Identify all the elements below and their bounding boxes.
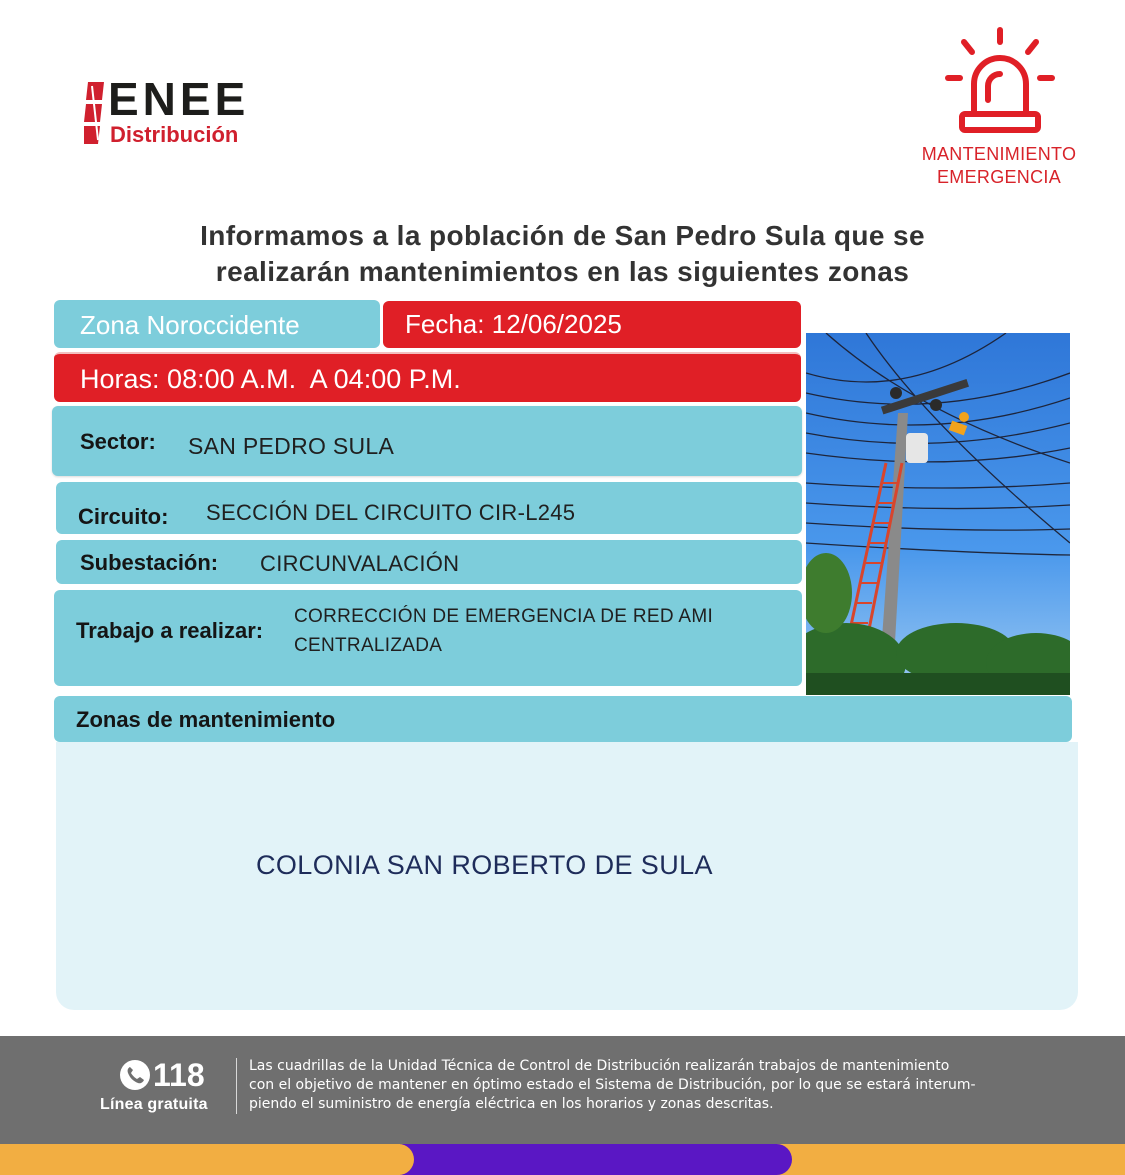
sector-value: SAN PEDRO SULA xyxy=(188,433,395,459)
lineman-photo xyxy=(806,333,1070,695)
zones-list xyxy=(56,742,1078,1010)
phone-number: 118 xyxy=(153,1057,205,1093)
hours-label: Horas: xyxy=(80,364,160,394)
footer xyxy=(0,1036,1125,1144)
zones-header xyxy=(54,696,1072,742)
substation-value: CIRCUNVALACIÓN xyxy=(260,551,460,576)
circuit-row xyxy=(56,482,802,534)
hours-value: 08:00 A.M. A 04:00 P.M. xyxy=(167,364,461,394)
sector-row xyxy=(52,406,802,476)
work-label: Trabajo a realizar: xyxy=(76,618,264,643)
headline-line-1: Informamos a la población de San Pedro Sula que se xyxy=(200,220,925,251)
enee-logo-icon xyxy=(84,82,106,144)
substation-row xyxy=(56,540,802,584)
circuit-value: SECCIÓN DEL CIRCUITO CIR-L245 xyxy=(206,500,576,525)
phone-label: Línea gratuita xyxy=(100,1096,208,1113)
alert-line-1: MANTENIMIENTO xyxy=(921,144,1077,164)
alert-line-2: EMERGENCIA xyxy=(936,167,1062,187)
footer-notice xyxy=(249,1057,1049,1114)
bottom-bar-purple xyxy=(400,1144,792,1175)
footer-divider xyxy=(236,1058,237,1114)
phone-icon xyxy=(120,1060,150,1090)
logo-wordmark: ENEE xyxy=(108,73,250,125)
alarm-siren-icon xyxy=(944,26,1056,136)
substation-label: Subestación: xyxy=(80,550,219,575)
bottom-bar-orange-cap xyxy=(0,1144,414,1175)
enee-logo xyxy=(84,73,304,150)
zones-title: Zonas de mantenimiento xyxy=(76,707,336,732)
logo-subtitle: Distribución xyxy=(110,122,239,147)
headline-line-2: realizarán mantenimientos en las siguientes zonas xyxy=(215,256,910,287)
date-value: 12/06/2025 xyxy=(491,309,622,339)
footer-notice-line-3: piendo el suministro de energía eléctrica en los horarios y zonas descritas. xyxy=(249,1096,774,1112)
hours-badge xyxy=(54,352,801,402)
list-item: COLONIA SAN ROBERTO DE SULA xyxy=(256,850,713,880)
date-badge xyxy=(383,301,801,348)
alert-label xyxy=(900,143,1098,189)
footer-notice-line-1: Las cuadrillas de la Unidad Técnica de Control de Distribución realizarán trabajos de mantenimiento xyxy=(249,1058,950,1074)
work-value-line-1: CORRECCIÓN DE EMERGENCIA DE RED AMI xyxy=(294,606,714,627)
date-label: Fecha: xyxy=(405,309,485,339)
headline xyxy=(60,218,1065,290)
circuit-label: Circuito: xyxy=(78,504,169,529)
sector-label: Sector: xyxy=(80,429,156,454)
work-value-line-2: CENTRALIZADA xyxy=(294,635,443,656)
footer-notice-line-2: con el objetivo de mantener en óptimo estado el Sistema de Distribución, por lo que se estará interum- xyxy=(249,1077,976,1093)
work-row xyxy=(54,590,802,686)
zone-badge: Zona Noroccidente xyxy=(54,300,380,348)
work-value xyxy=(294,602,713,660)
